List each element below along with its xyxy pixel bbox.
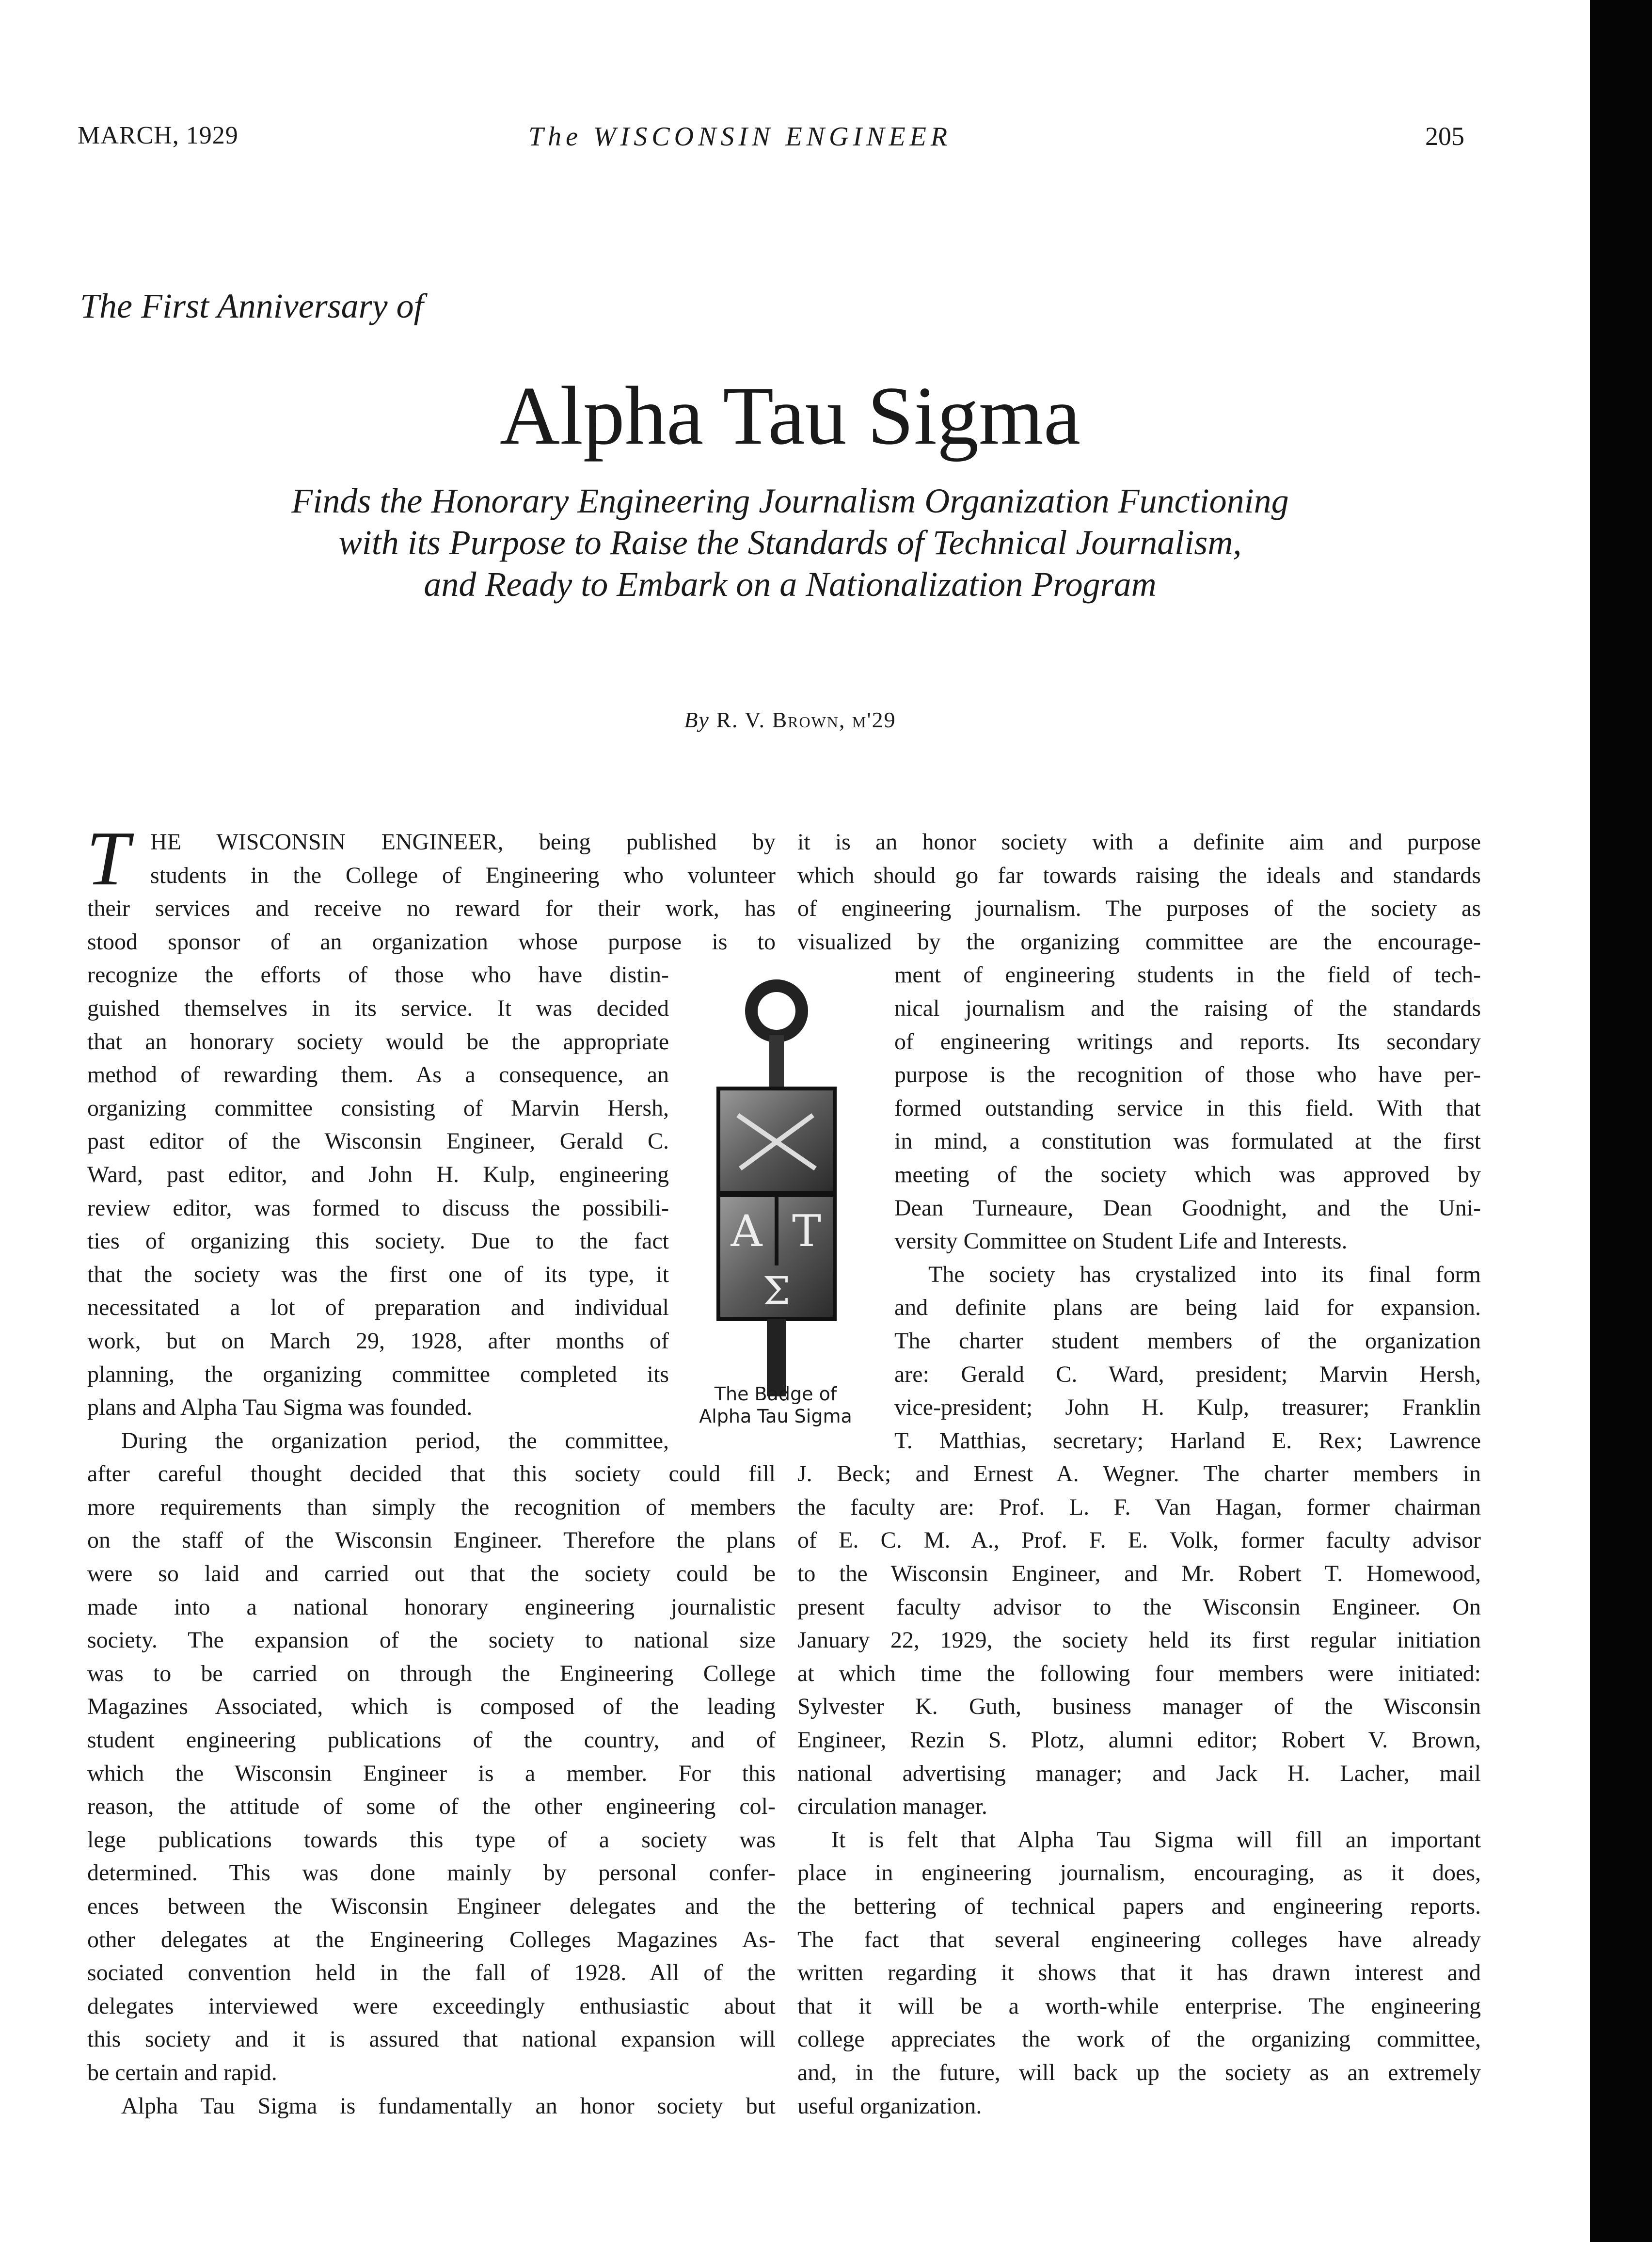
text-line: January 22, 1929, the society held its first regular initiation (797, 1627, 1481, 1653)
text-line: visualized by the organizing committee are the encourage- (797, 929, 1481, 955)
text-line: at which time the following four members were initiated: (797, 1660, 1481, 1686)
text-line: are: Gerald C. Ward, president; Marvin Hersh, (894, 1361, 1481, 1387)
text-line: circulation manager. (797, 1794, 987, 1820)
text-line: of engineering writings and reports. Its secondary (894, 1028, 1481, 1055)
text-line: delegates interviewed were exceedingly enthusiastic about (87, 1993, 776, 2019)
text-line: versity Committee on Student Life and Interests. (894, 1228, 1348, 1254)
text-line: college appreciates the work of the organizing committee, (797, 2026, 1481, 2052)
text-line: The society has crystalized into its final form (928, 1261, 1481, 1287)
text-line: their services and receive no reward for their work, has (87, 896, 776, 922)
text-line: vice-president; John H. Kulp, treasurer; Franklin (894, 1394, 1481, 1421)
text-line: ences between the Wisconsin Engineer delegates and the (87, 1893, 776, 1919)
subtitle-line: with its Purpose to Raise the Standards of Technical Journalism, (338, 523, 1242, 562)
text-line: this society and it is assured that national expansion will (87, 2026, 776, 2052)
badge-letter-sigma: Σ (762, 1268, 791, 1313)
text-line: on the staff of the Wisconsin Engineer. Therefore the plans (87, 1527, 776, 1553)
text-line: Ward, past editor, and John H. Kulp, engineering (87, 1161, 669, 1187)
text-line: formed outstanding service in this field. With that (894, 1095, 1481, 1121)
text-line: ties of organizing this society. Due to the fact (87, 1228, 669, 1254)
text-line: During the organization period, the committee, (121, 1427, 669, 1454)
text-line: Sylvester K. Guth, business manager of the Wisconsin (797, 1694, 1481, 1720)
text-line: recognize the efforts of those who have distin- (87, 962, 669, 988)
text-line: Engineer, Rezin S. Plotz, alumni editor; Robert V. Brown, (797, 1727, 1481, 1753)
journal-title: The WISCONSIN ENGINEER (528, 122, 952, 152)
left-column (86, 815, 776, 2123)
text-line: to the Wisconsin Engineer, and Mr. Robert T. Homewood, (797, 1561, 1481, 1587)
issue-date: MARCH, 1929 (78, 122, 238, 149)
caption-line: The Badge of (714, 1383, 837, 1405)
text-line: student engineering publications of the country, and of (87, 1727, 776, 1753)
text-line: review editor, was formed to discuss the possibili- (87, 1195, 669, 1221)
text-line: national advertising manager; and Jack H. Lacher, mail (797, 1760, 1481, 1786)
text-line: Dean Turneaure, Dean Goodnight, and the Uni- (894, 1195, 1481, 1221)
badge-letter-tau: T (792, 1206, 822, 1257)
text-line: necessitated a lot of preparation and individual (87, 1295, 669, 1321)
text-line: lege publications towards this type of a society was (87, 1826, 776, 1853)
text-line: present faculty advisor to the Wisconsin Engineer. On (797, 1594, 1481, 1620)
text-line: It is felt that Alpha Tau Sigma will fill an important (831, 1826, 1481, 1853)
byline-author: R. V. Brown, m'29 (716, 707, 896, 732)
text-line: of E. C. M. A., Prof. F. E. Volk, former faculty advisor (797, 1527, 1481, 1553)
right-column (797, 826, 1481, 2123)
text-line: other delegates at the Engineering Colleges Magazines As- (87, 1926, 776, 1953)
text-line: work, but on March 29, 1928, after months of (87, 1328, 669, 1354)
text-line: stood sponsor of an organization whose purpose is to (87, 929, 776, 955)
article-kicker: The First Anniversary of (80, 287, 424, 325)
text-line: after careful thought decided that this society could fill (87, 1461, 776, 1487)
text-line: meeting of the society which was approved by (894, 1161, 1481, 1187)
text-line: it is an honor society with a definite aim and purpose (797, 829, 1481, 855)
text-line: that an honorary society would be the appropriate (87, 1028, 669, 1055)
text-line: T. Matthias, secretary; Harland E. Rex; Lawrence (894, 1427, 1481, 1454)
page-number: 205 (1425, 122, 1464, 151)
text-line: was to be carried on through the Engineering College (87, 1660, 776, 1686)
text-line: Magazines Associated, which is composed of the leading (87, 1694, 776, 1720)
text-line: The charter student members of the organization (894, 1328, 1481, 1354)
text-line: that the society was the first one of its type, it (87, 1261, 669, 1287)
text-line: J. Beck; and Ernest A. Wegner. The charter members in (797, 1461, 1481, 1487)
text-line: the faculty are: Prof. L. F. Van Hagan, former chairman (797, 1494, 1481, 1520)
text-line: that it will be a worth-while enterprise. The engineering (797, 1993, 1481, 2019)
text-line: of engineering journalism. The purposes of the society as (797, 896, 1481, 922)
text-line: written regarding it shows that it has drawn interest and (797, 1960, 1481, 1986)
text-line: sociated convention held in the fall of 1928. All of the (87, 1960, 776, 1986)
text-line: society. The expansion of the society to national size (87, 1627, 776, 1653)
page-edge (1590, 0, 1652, 2242)
text-line: students in the College of Engineering who volunteer (150, 862, 776, 888)
text-line: place in engineering journalism, encouraging, as it does, (797, 1860, 1481, 1886)
text-line: and definite plans are being laid for expansion. (894, 1295, 1481, 1321)
text-line: planning, the organizing committee completed its (87, 1361, 669, 1387)
text-line: reason, the attitude of some of the other engineering col- (87, 1794, 776, 1820)
text-line: method of rewarding them. As a consequence, an (87, 1062, 669, 1088)
badge-letter-alpha: A (731, 1206, 762, 1257)
text-line: purpose is the recognition of those who have per- (894, 1062, 1481, 1088)
article-title: Alpha Tau Sigma (499, 370, 1081, 462)
text-line: more requirements than simply the recognition of members (87, 1494, 776, 1520)
text-line: the bettering of technical papers and engineering reports. (797, 1893, 1481, 1919)
text-line: and, in the future, will back up the society as an extremely (797, 2059, 1481, 2085)
text-line: past editor of the Wisconsin Engineer, Gerald C. (87, 1128, 669, 1154)
text-line: plans and Alpha Tau Sigma was founded. (87, 1394, 473, 1421)
text-line: which the Wisconsin Engineer is a member. For this (87, 1760, 776, 1786)
byline (0, 707, 1580, 733)
text-line: useful organization. (797, 2093, 982, 2119)
text-line: The fact that several engineering colleges have already (797, 1926, 1481, 1953)
subtitle-line: Finds the Honorary Engineering Journalism Organization Functioning (291, 481, 1289, 520)
text-line: ment of engineering students in the field of tech- (894, 962, 1481, 988)
text-line: which should go far towards raising the ideals and standards (797, 862, 1481, 888)
text-line: made into a national honorary engineering journalistic (87, 1594, 776, 1620)
text-line: were so laid and carried out that the society could be (87, 1561, 776, 1587)
article-subtitle (0, 480, 1580, 605)
caption-line: Alpha Tau Sigma (699, 1406, 852, 1427)
text-line: be certain and rapid. (87, 2059, 277, 2085)
subtitle-line: and Ready to Embark on a Nationalization Program (424, 565, 1157, 604)
text-line: organizing committee consisting of Marvin Hersh, (87, 1095, 669, 1121)
drop-cap: T (86, 815, 129, 901)
text-line: determined. This was done mainly by personal confer- (87, 1860, 776, 1886)
text-line: guished themselves in its service. It was decided (87, 995, 669, 1021)
text-line: HE WISCONSIN ENGINEER, being published by (150, 829, 776, 855)
text-line: in mind, a constitution was formulated at the first (894, 1128, 1481, 1154)
text-line: Alpha Tau Sigma is fundamentally an honor society but (121, 2093, 776, 2119)
byline-prefix: By (684, 707, 710, 732)
text-line: nical journalism and the raising of the standards (894, 995, 1481, 1021)
